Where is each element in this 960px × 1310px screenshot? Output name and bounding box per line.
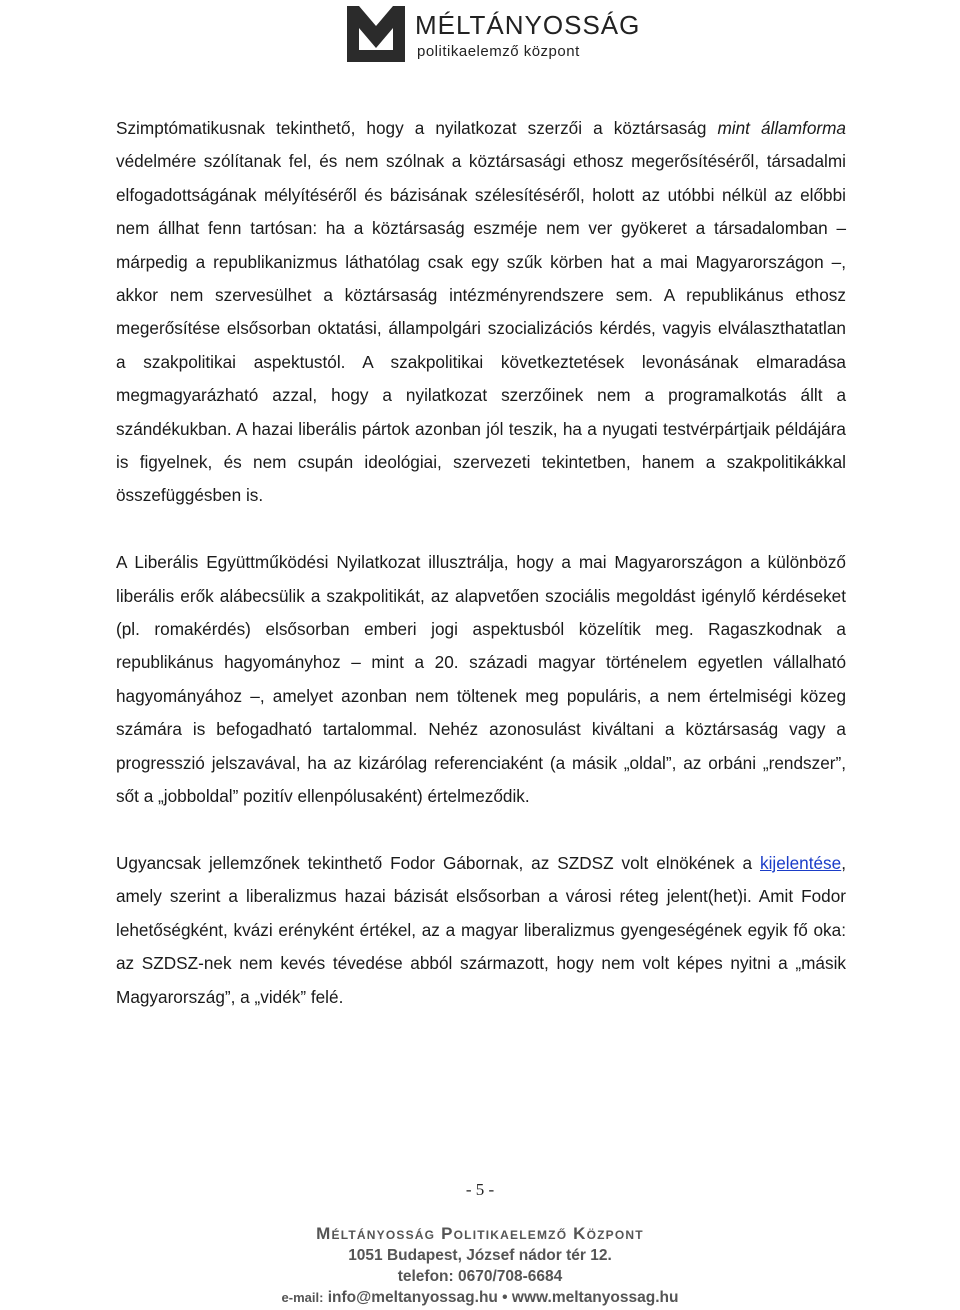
paragraph bbox=[116, 847, 846, 1014]
text-run: Ugyancsak jellemzőnek tekinthető Fodor Gábornak, az SZDSZ volt elnökének a bbox=[116, 852, 760, 873]
text-run: , amely szerint a liberalizmus hazai bázisát elsősorban a városi réteg jelent(het)i. Amit Fodor lehetőségként, kvázi erényként értékel, az a magyar liberalizmus gyengeségének egyik fő oka: az SZDSZ-nek nem kevés tévedése abból származott, hogy nem volt képes nyitni a „másik Magyarország”, a „vidék” felé. bbox=[116, 852, 846, 1007]
article-body bbox=[116, 112, 846, 1014]
footer-email-web[interactable]: info@meltanyossag.hu • www.meltanyossag.hu bbox=[323, 1289, 679, 1306]
kijelentese-link[interactable]: kijelentése bbox=[760, 852, 842, 873]
email-label: e-mail: bbox=[281, 1290, 324, 1305]
footer-phone: telefon: 0670/708-6684 bbox=[397, 1268, 563, 1285]
brand-subtitle: politikaelemző központ bbox=[417, 43, 580, 60]
italic-text: mint államforma bbox=[717, 118, 846, 138]
brand-title: MÉLTÁNYOSSÁG bbox=[415, 10, 641, 40]
logo-mark-icon bbox=[347, 6, 405, 62]
header-logo bbox=[347, 6, 641, 64]
footer bbox=[0, 1223, 960, 1308]
footer-contact bbox=[0, 1287, 960, 1308]
footer-org-name: Méltányosság Politikaelemző Központ bbox=[316, 1224, 644, 1243]
text-run: védelmére szólítanak fel, és nem szólnak a köztársasági ethosz megerősítéséről, társadalmi elfogadottságának mélyítéséről és bázisának szélesítéséről, holott az utóbbi nélkül az előbbi nem állhat fenn tartósan: ha a köztársaság eszméje nem ver gyökeret a társadalomban – márpedig a republikanizmus láthatólag csak egy szűk körben hat a mai Magyarországon –, akkor nem szervesülhet a köztársaság intézményrendszere sem. A republikánus ethosz megerősítése elsősorban oktatási, állampolgári szocializációs kérdés, vagyis elválaszthatatlan a szakpolitikai aspektustól. A szakpolitikai következtetések levonásának elmaradása megmagyarázható azzal, hogy a nyilatkozat szerzőinek nem a programalkotás állt a szándékukban. A hazai liberális pártok azonban jól teszik, ha a nyugati testvérpártjaik példájára is figyelnek, és nem csupán ideológiai, szervezeti tekintetben, hanem a szakpolitikákkal összefüggésben is. bbox=[116, 151, 846, 506]
page-number: - 5 - bbox=[465, 1180, 495, 1199]
footer-address: 1051 Budapest, József nádor tér 12. bbox=[348, 1247, 612, 1264]
text-run: Szimptómatikusnak tekinthető, hogy a nyilatkozat szerzői a köztársaság bbox=[116, 118, 718, 138]
paragraph bbox=[116, 546, 846, 813]
paragraph bbox=[116, 112, 846, 513]
text-run: A Liberális Együttműködési Nyilatkozat illusztrálja, hogy a mai Magyarországon a különböző liberális erők alábecsülik a szakpolitikát, az alapvetően szociális megoldást igénylő kérdéseket (pl. romakérdés) elsősorban emberi jogi aspektusból közelítik meg. Ragaszkodnak a republikánus hagyományhoz – mint a 20. századi magyar történelem egyetlen vállalható hagyományához –, amelyet azonban nem töltenek meg populáris, a nem értelmiségi közeg számára is befogadható tartalommal. Nehéz azonosulást kiváltani a köztársaság vagy a progresszió jelszavával, ha az kizárólag referenciaként (a másik „oldal”, az orbáni „rendszer”, sőt a „jobboldal” pozitív ellenpólusaként) értelmeződik. bbox=[116, 552, 846, 807]
